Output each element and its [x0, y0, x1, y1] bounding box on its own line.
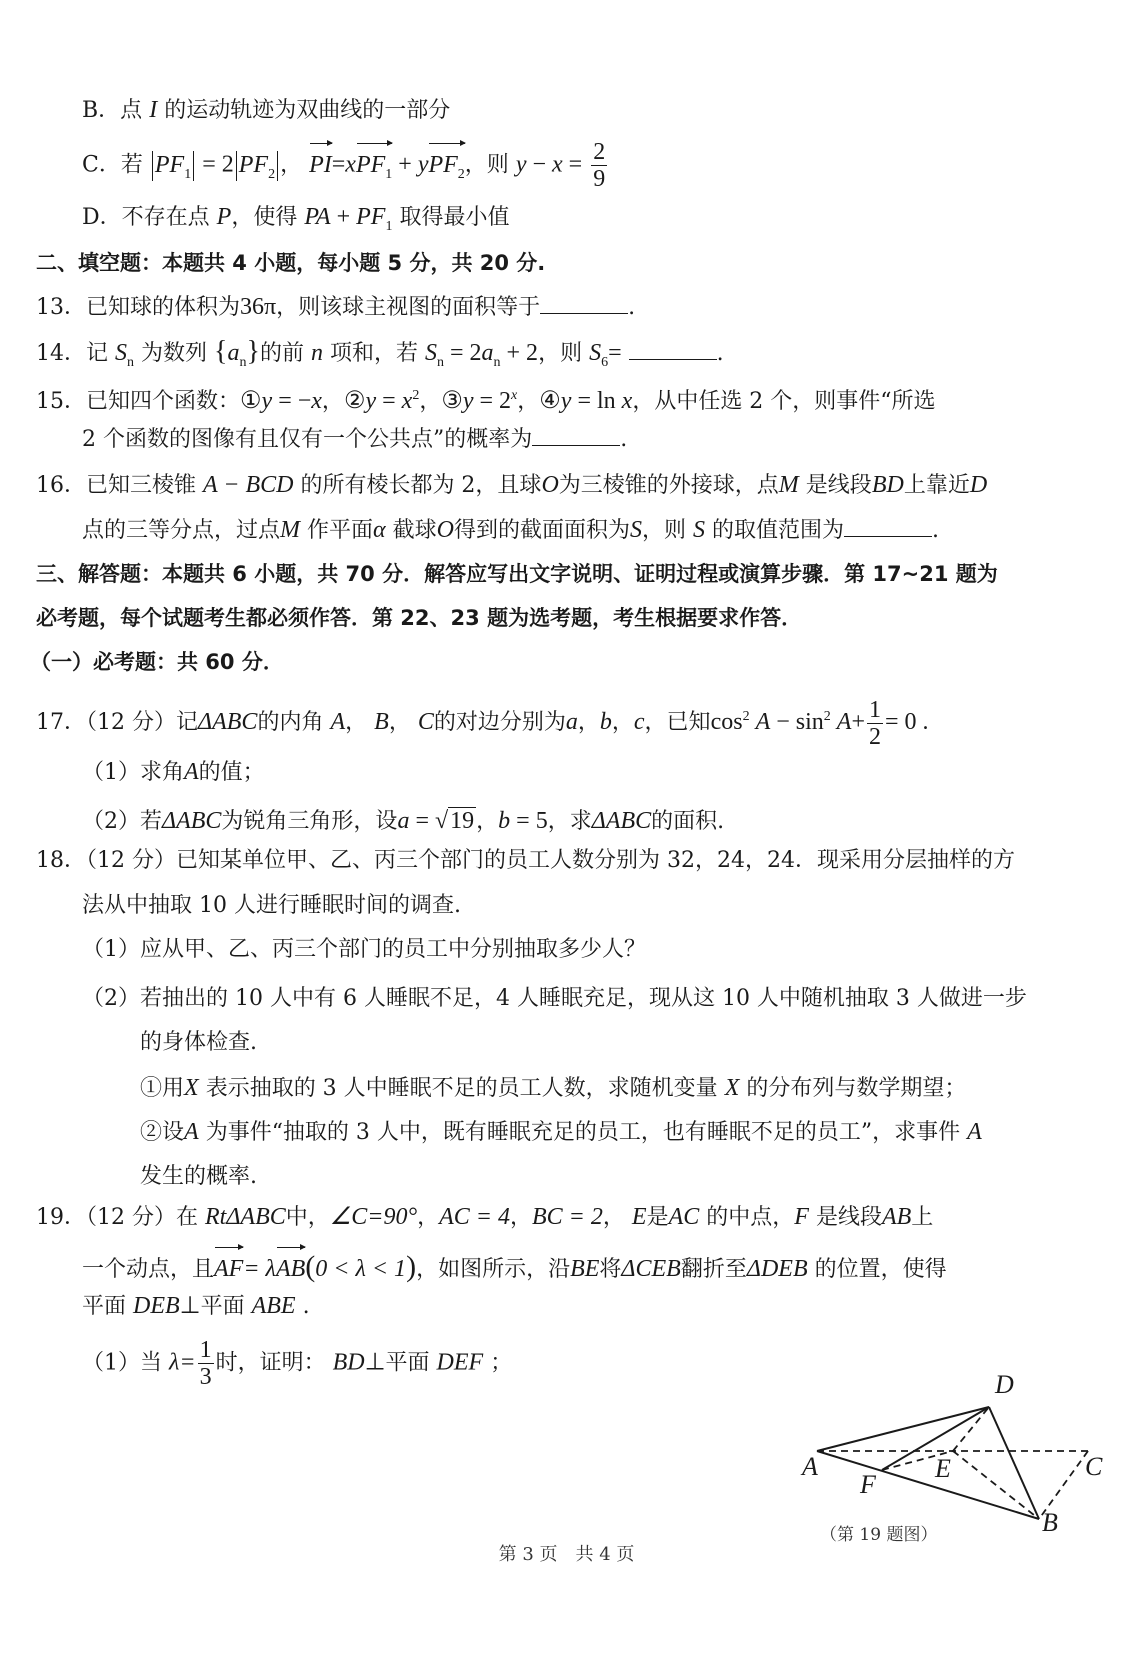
math-var: X — [184, 1075, 199, 1101]
math-var: b — [599, 709, 612, 735]
punct: ， — [509, 1205, 532, 1230]
question-text: 是线段 — [815, 1205, 882, 1230]
question-text: 是 — [646, 1205, 669, 1230]
math-var: $PF_2$ — [238, 151, 276, 182]
question-text: 平面 — [200, 1294, 245, 1319]
vector-ab: AB — [276, 1249, 305, 1289]
option-text: ，则 — [464, 152, 509, 178]
part-text: 的值； — [198, 760, 265, 785]
question-18-part-2-cont: 的身体检查. — [140, 1030, 257, 1055]
question-text: 上靠近 — [903, 473, 970, 498]
vector-pi: PI — [309, 145, 332, 185]
section-3-heading: 三、解答题：本题共 6 小题，共 70 分．解答应写出文字说明、证明过程或演算步骤．第 17~21 题为 — [36, 562, 998, 586]
math-var: A — [184, 759, 199, 785]
question-18-subpart-1 — [140, 1073, 966, 1104]
question-text: （12 分）在 — [86, 1205, 198, 1230]
option-d: D．不存在点 P，使得 PA + $PF_1$ 取得最小值 — [82, 204, 510, 234]
question-17: 17．（12 分）记ΔABC的内角 A， B， C的对边分别为a，b，c，已知$\cos^2 A - \sin^2 A+$ $\frac{1}{2}$ = 0 . — [36, 696, 929, 750]
math-expr: λ= — [169, 1349, 196, 1376]
question-text: 的取值范围为 — [712, 518, 845, 543]
question-16 — [36, 470, 987, 501]
option-text: 点 — [120, 98, 143, 123]
question-text: 为数列 — [141, 341, 208, 366]
abs-bar — [193, 151, 194, 181]
question-text: ，已知 — [644, 710, 711, 735]
punct: . — [620, 427, 628, 452]
math-expr: ΔDEB — [746, 1256, 808, 1282]
math-var: n — [310, 340, 323, 366]
section-3-subheading: （一）必考题：共 60 分． — [30, 650, 284, 674]
punct: ， — [417, 1205, 440, 1230]
math-var: BD — [332, 1349, 365, 1376]
fraction — [591, 140, 607, 191]
label-a: A — [802, 1452, 818, 1481]
punct: ， — [388, 710, 411, 735]
math-var: O — [436, 517, 454, 543]
math-var — [115, 340, 135, 370]
question-text: 中， — [285, 1205, 330, 1230]
math-expr: BC = 2 — [532, 1204, 603, 1230]
math-var: M — [778, 472, 799, 498]
denominator: 3 — [199, 1364, 212, 1390]
math-expr: 0 < λ < 1 — [315, 1256, 407, 1282]
question-number: 19． — [36, 1205, 86, 1230]
math-expr: AC = 4 — [439, 1204, 510, 1230]
math-expr: ΔABC — [162, 808, 222, 834]
vector-pf2: $PF_2$ — [428, 145, 464, 195]
option-b — [82, 95, 450, 126]
punct: ， — [345, 710, 368, 735]
math-var: BE — [570, 1256, 600, 1282]
question-text: 项和，若 — [329, 341, 418, 366]
math-var: D — [969, 472, 988, 498]
part-text: ②设 — [140, 1120, 185, 1145]
perp-symbol: ⊥ — [364, 1349, 386, 1376]
label-b: B — [1042, 1508, 1058, 1537]
question-19-part-1 — [82, 1338, 512, 1389]
sqrt: √19 — [434, 808, 475, 834]
question-text: 的内角 — [257, 710, 324, 735]
part-text: （1）当 — [82, 1350, 162, 1376]
math-expr: y — [515, 151, 527, 178]
fraction — [198, 1338, 214, 1389]
math-var: B — [374, 709, 389, 735]
question-text: 记 — [86, 341, 109, 366]
math-expr: ΔCEB — [621, 1256, 681, 1282]
option-text: 的运动轨迹为双曲线的一部分 — [164, 98, 451, 123]
section-3-heading-cont: 必考题，每个试题考生都必须作答．第 22、23 题为选考题，考生根据要求作答． — [36, 606, 803, 630]
math-var: ABE — [251, 1293, 296, 1319]
question-15: 15．已知四个函数：①y = −x，②y = $x^2$，③y = $2^x$，④y = ln x，从中任选 2 个，则事件“所选 — [36, 388, 936, 414]
question-text: 是线段 — [805, 473, 872, 498]
math-expr: = 0 . — [885, 709, 929, 735]
math-var: AC — [668, 1204, 700, 1230]
question-text: 点的三等分点，过点 — [82, 518, 281, 543]
answer-blank[interactable] — [629, 339, 717, 360]
math-expr: A − BCD — [203, 472, 294, 498]
question-number: 14． — [36, 341, 86, 366]
label-d: D — [995, 1370, 1014, 1399]
answer-blank[interactable] — [532, 425, 620, 446]
question-15-cont — [82, 425, 627, 455]
math-var: BD — [871, 472, 904, 498]
perp-symbol: ⊥ — [179, 1293, 201, 1319]
part-text: （1）求角 — [82, 760, 184, 785]
option-text: ，使得 — [231, 205, 298, 230]
question-text: ，如图所示，沿 — [416, 1257, 571, 1282]
math-var: S — [693, 517, 706, 543]
part-text: 的面积. — [651, 809, 725, 834]
option-letter: B． — [82, 98, 121, 123]
vector-pf1: $PF_1$ — [356, 145, 392, 195]
punct: ， — [602, 1205, 625, 1230]
option-text: 不存在点 — [121, 205, 210, 230]
math-expr: RtΔABC — [205, 1204, 286, 1230]
question-18-subpart-2-cont: 发生的概率. — [140, 1164, 257, 1189]
part-text: 为锐角三角形，设 — [221, 809, 398, 834]
math-expr: ΔABC — [591, 808, 652, 834]
question-18-part-1: （1）应从甲、乙、丙三个部门的员工中分别抽取多少人？ — [82, 937, 646, 962]
numerator: 2 — [593, 139, 606, 165]
question-text: 平面 — [82, 1294, 127, 1319]
question-17-part-2: （2）若ΔABC为锐角三角形，设a = √19，b = 5，求ΔABC的面积. — [82, 808, 725, 834]
math-var: F — [794, 1204, 809, 1230]
math-var: DEB — [133, 1293, 180, 1319]
question-text: 已知球的体积为 — [86, 295, 241, 320]
part-text: 平面 — [385, 1350, 430, 1376]
figure-caption: （第 19 题图） — [820, 1525, 938, 1545]
math-var: c — [633, 709, 645, 735]
option-c: C．若 $PF_1 = 2$ $PF_2$ ， PI=xPF$_1$ + yPF$_2$，则 y − x = $\frac{2}{9}$ — [82, 140, 609, 194]
question-number: 18． — [36, 848, 86, 873]
section-2-heading: 二、填空题：本题共 4 小题，每小题 5 分，共 20 分. — [36, 251, 546, 275]
math-var: DEF — [436, 1349, 484, 1376]
punct: . — [302, 1294, 310, 1319]
part-text: 时，证明： — [215, 1350, 326, 1376]
question-text: 截球 — [392, 518, 437, 543]
option-letter: D． — [82, 205, 122, 230]
math-var: S — [115, 340, 128, 366]
question-19 — [36, 1202, 933, 1233]
punct: ， — [476, 809, 499, 834]
abs-bar — [236, 151, 237, 181]
math-var: P — [216, 204, 232, 230]
math-var: AB — [881, 1204, 912, 1230]
fraction — [867, 698, 883, 749]
question-text: 的所有棱长都为 2，且球 — [300, 473, 542, 498]
part-text: 表示抽取的 3 人中睡眠不足的员工人数，求随机变量 — [205, 1076, 718, 1101]
math-var: a — [565, 709, 578, 735]
question-number: 15． — [36, 389, 86, 414]
question-text: 的对边分别为 — [433, 710, 566, 735]
answer-blank[interactable] — [844, 516, 932, 537]
math-op: = — [608, 340, 622, 366]
question-text: ，从中任选 2 个，则事件“所选 — [632, 389, 936, 414]
punct: . — [932, 518, 940, 543]
option-letter: C． — [82, 152, 121, 178]
question-text: 的前 — [259, 341, 304, 366]
denominator: 9 — [593, 166, 606, 192]
question-text: 的位置，使得 — [814, 1257, 947, 1282]
question-13 — [36, 292, 635, 323]
answer-blank[interactable] — [540, 293, 628, 314]
question-score: （12 分） — [86, 710, 176, 735]
question-text: 的中点， — [706, 1205, 795, 1230]
punct: . — [716, 341, 724, 366]
option-text: 若 — [120, 152, 143, 178]
label-e: E — [935, 1454, 951, 1483]
punct: ； — [490, 1350, 513, 1376]
vector-af: AF — [214, 1249, 243, 1289]
question-18-part-2: （2）若抽出的 10 人中有 6 人睡眠不足，4 人睡眠充足，现从这 10 人中随机抽取 3 人做进一步 — [82, 986, 1027, 1011]
punct: . — [628, 295, 636, 320]
question-text: ，则 — [642, 518, 687, 543]
math-var: A — [184, 1119, 199, 1145]
part-text: ，求 — [547, 809, 592, 834]
question-text: 将 — [599, 1257, 622, 1282]
numerator: 1 — [869, 696, 881, 723]
question-number: 13． — [36, 295, 86, 320]
radicand: 19 — [450, 808, 475, 834]
question-14: 14．记 $S_n$ 为数列 $\{a_n\}$的前 n 项和，若 $S_n = 2a_n + 2$，则 $S_6=$ . — [36, 336, 724, 370]
question-17-part-1 — [82, 757, 265, 788]
question-text: 上 — [911, 1205, 934, 1230]
math-var: S — [630, 517, 643, 543]
question-text: 翻折至 — [680, 1257, 747, 1282]
part-text: （2）若 — [82, 809, 162, 834]
denominator: 2 — [869, 723, 881, 750]
page-footer: 第 3 页 共 4 页 — [498, 1544, 635, 1565]
punct: ， — [280, 152, 303, 178]
question-18 — [36, 846, 1015, 876]
math-var: E — [631, 1204, 647, 1230]
question-text: 已知四个函数： — [86, 389, 241, 414]
math-expr: ∠C=90° — [329, 1204, 418, 1230]
label-f: F — [860, 1470, 876, 1499]
question-text: 为三棱锥的外接球，点 — [558, 473, 779, 498]
question-text: 记 — [176, 710, 199, 735]
math-var: A — [330, 709, 346, 735]
math-op: = λ — [243, 1256, 276, 1282]
abs-bar — [277, 151, 278, 181]
question-text: 2 个函数的图像有且仅有一个公共点”的概率为 — [82, 427, 533, 452]
question-text: 作平面 — [307, 518, 374, 543]
part-text: 的分布列与数学期望； — [746, 1076, 967, 1101]
question-19-cont-2 — [82, 1291, 310, 1322]
math-var: A — [967, 1119, 982, 1145]
math-var: α — [373, 517, 386, 543]
option-text: 取得最小值 — [399, 205, 510, 230]
question-18-cont: 法从中抽取 10 人进行睡眠时间的调查. — [82, 893, 461, 918]
math-var: $PF_1$ — [154, 151, 192, 182]
question-number: 16． — [36, 473, 86, 498]
question-text: ，则 — [538, 341, 583, 366]
question-text: （12 分）已知某单位甲、乙、丙三个部门的员工人数分别为 32，24，24．现采用分层抽样的方 — [86, 848, 1015, 873]
math-var: O — [541, 472, 559, 498]
subscript: n — [127, 354, 135, 370]
math-var: I — [149, 97, 158, 123]
question-text: 已知三棱锥 — [86, 473, 197, 498]
math-var: C — [417, 709, 434, 735]
question-number: 17． — [36, 710, 86, 735]
abs-bar — [152, 151, 153, 181]
question-text: 一个动点，且 — [82, 1257, 215, 1282]
math-var: X — [724, 1075, 740, 1101]
question-text: ，则该球主视图的面积等于 — [276, 295, 541, 320]
question-text: 得到的截面面积为 — [454, 518, 631, 543]
math-expr: 36π — [240, 294, 277, 320]
math-expr: PA — [304, 204, 331, 230]
part-text: ①用 — [140, 1076, 185, 1101]
question-16-cont — [82, 515, 939, 546]
math-var: M — [280, 517, 301, 543]
question-19-cont: 一个动点，且AF= λAB(0 < λ < 1)，如图所示，沿BE将ΔCEB翻折至ΔDEB 的位置，使得 — [82, 1247, 947, 1290]
math-expr: ΔABC — [198, 709, 258, 735]
label-c: C — [1085, 1452, 1103, 1481]
question-18-subpart-2 — [140, 1117, 982, 1148]
numerator: 1 — [199, 1337, 212, 1363]
part-text: 为事件“抽取的 3 人中，既有睡眠充足的员工，也有睡眠不足的员工”，求事件 — [205, 1120, 961, 1145]
